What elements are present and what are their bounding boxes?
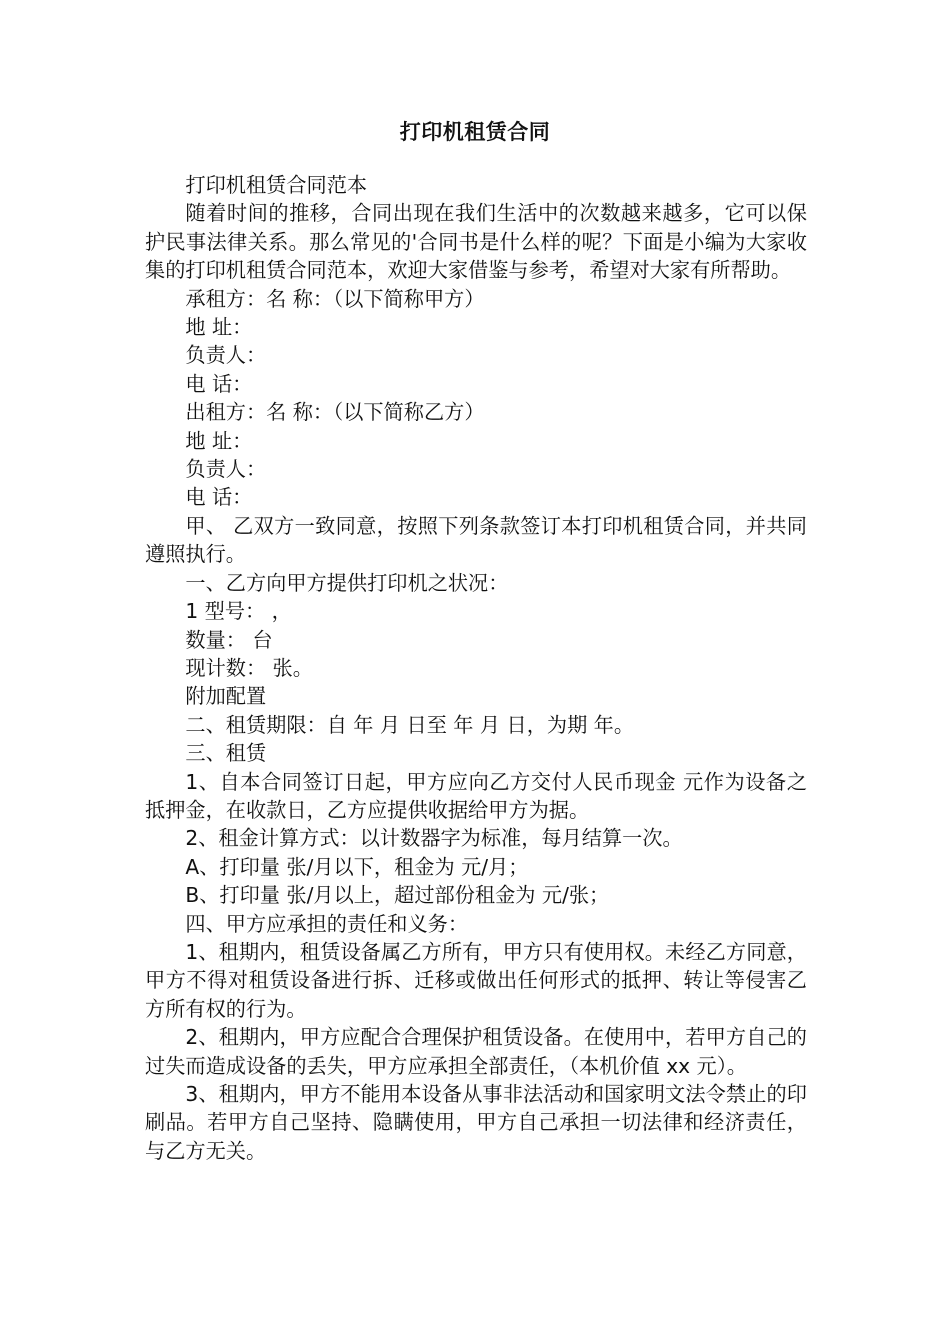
paragraph: 地 址： — [185, 315, 253, 340]
paragraph: 3、租期内，甲方不能用本设备从事非法活动和国家明文法令禁止的印刷品。若甲方自己坚持、隐瞒使用，甲方自己承担一切法律和经济责任，与乙方无关。 — [145, 1082, 807, 1163]
paragraph: 附加配置 — [185, 684, 267, 709]
paragraph: 数量： 台 — [185, 627, 273, 652]
paragraph: 电 话： — [185, 371, 253, 396]
paragraph: 出租方：名 称：（以下简称乙方） — [185, 400, 485, 425]
paragraph: 1、租期内，租赁设备属乙方所有，甲方只有使用权。未经乙方同意，甲方不得对租赁设备进行拆、迁移或做出任何形式的抵押、转让等侵害乙方所有权的行为。 — [145, 939, 807, 1021]
paragraph: 2、租金计算方式：以计数器字为标准，每月结算一次。 — [185, 826, 683, 851]
paragraph: 现计数： 张。 — [185, 655, 313, 680]
document-body — [145, 171, 807, 1165]
paragraph: 一、乙方向甲方提供打印机之状况： — [185, 570, 509, 595]
paragraph: 四、甲方应承担的责任和义务： — [185, 911, 469, 936]
paragraph: 1 型号： ， — [185, 599, 292, 624]
paragraph: 甲、 乙双方一致同意，按照下列条款签订本打印机租赁合同，并共同遵照执行。 — [145, 513, 807, 567]
paragraph: 负责人： — [185, 457, 267, 482]
paragraph: A、打印量 张/月以下，租金为 元/月； — [185, 854, 529, 879]
paragraph: 随着时间的推移，合同出现在我们生活中的次数越来越多，它可以保护民事法律关系。那么常见的'合同书是什么样的呢？下面是小编为大家收集的打印机租赁合同范本，欢迎大家借鉴与参考，希望对大家有所帮助。 — [145, 201, 807, 283]
paragraph: 2、租期内，甲方应配合合理保护租赁设备。在使用中，若甲方自己的过失而造成设备的丢失，甲方应承担全部责任，（本机价值 xx 元）。 — [145, 1025, 807, 1078]
paragraph: 承租方：名 称：（以下简称甲方） — [185, 286, 485, 311]
paragraph: 电 话： — [185, 485, 253, 510]
document-title: 打印机租赁合同 — [399, 120, 551, 144]
paragraph: 二、租赁期限：自 年 月 日至 年 月 日，为期 年。 — [185, 712, 635, 737]
paragraph: 负责人： — [185, 343, 267, 368]
paragraph: 三、租赁 — [185, 741, 267, 766]
paragraph: 地 址： — [185, 428, 253, 453]
paragraph: 1、自本合同签订日起，甲方应向乙方交付人民币现金 元作为设备之抵押金，在收款日，乙方应提供收据给甲方为据。 — [145, 769, 807, 822]
paragraph: B、打印量 张/月以上，超过部份租金为 元/张； — [185, 883, 610, 908]
paragraph: 打印机租赁合同范本 — [185, 173, 368, 197]
